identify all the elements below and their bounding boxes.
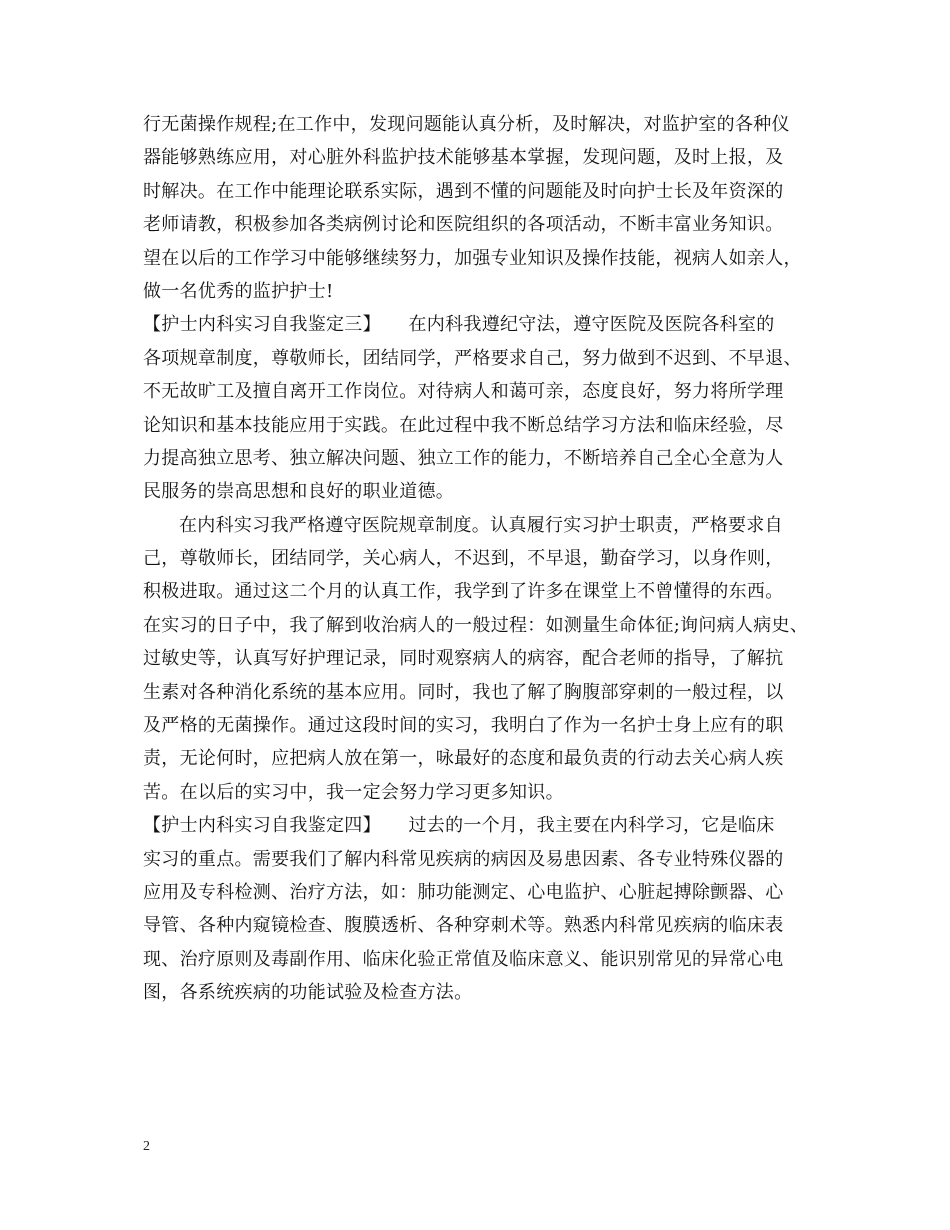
text-line: 时解决。在工作中能理论联系实际，遇到不懂的问题能及时向护士长及年资深的 [143, 180, 784, 202]
text-line: 导管、各种内窥镜检查、腹膜透析、各种穿刺术等。熟悉内科常见疾病的临床表 [143, 915, 784, 937]
section-heading-line: 【护士内科实习自我鉴定四】 过去的一个月，我主要在内科学习，它是临床 [143, 815, 775, 837]
text-line: 积极进取。通过这二个月的认真工作，我学到了许多在课堂上不曾懂得的东西。 [143, 581, 784, 603]
paragraph-start-line: 在内科实习我严格遵守医院规章制度。认真履行实习护士职责，严格要求自 [179, 514, 783, 536]
text-line: 应用及专科检测、治疗方法，如：肺功能测定、心电监护、心脏起搏除颤器、心 [143, 881, 784, 903]
section-heading-line: 【护士内科实习自我鉴定三】 在内科我遵纪守法，遵守医院及医院各科室的 [143, 314, 775, 336]
text-line: 器能够熟练应用，对心脏外科监护技术能够基本掌握，发现问题，及时上报，及 [143, 147, 784, 169]
text-line: 责，无论何时，应把病人放在第一，咏最好的态度和最负责的行动去关心病人疾 [143, 748, 784, 770]
text-line: 民服务的崇高思想和良好的职业道德。 [143, 481, 455, 503]
text-line: 及严格的无菌操作。通过这段时间的实习，我明白了作为一名护士身上应有的职 [143, 715, 784, 737]
page-number: 2 [143, 1139, 150, 1154]
text-line: 在实习的日子中，我了解到收治病人的一般过程：如测量生命体征;询问病人病史、 [143, 614, 809, 636]
text-line: 力提高独立思考、独立解决问题、独立工作的能力，不断培养自己全心全意为人 [143, 447, 784, 469]
text-line: 各项规章制度，尊敬师长，团结同学，严格要求自己，努力做到不迟到、不早退、 [143, 347, 802, 369]
text-line: 不无故旷工及擅自离开工作岗位。对待病人和蔼可亲，态度良好，努力将所学理 [143, 381, 784, 403]
text-line: 论知识和基本技能应用于实践。在此过程中我不断总结学习方法和临床经验，尽 [143, 414, 784, 436]
text-line: 现、治疗原则及毒副作用、临床化验正常值及临床意义、能识别常见的异常心电 [143, 948, 784, 970]
body-text [143, 108, 828, 1010]
text-line: 望在以后的工作学习中能够继续努力，加强专业知识及操作技能，视病人如亲人， [143, 247, 802, 269]
text-line: 过敏史等，认真写好护理记录，同时观察病人的病容，配合老师的指导，了解抗 [143, 648, 784, 670]
text-line: 苦。在以后的实习中，我一定会努力学习更多知识。 [143, 781, 564, 803]
text-line: 做一名优秀的监护护士! [143, 280, 334, 302]
text-line: 图，各系统疾病的功能试验及检查方法。 [143, 982, 473, 1004]
text-line: 行无菌操作规程;在工作中，发现问题能认真分析，及时解决，对监护室的各种仪 [143, 114, 790, 135]
text-line: 老师请教，积极参加各类病例讨论和医院组织的各项活动，不断丰富业务知识。 [143, 214, 784, 236]
text-line: 己，尊敬师长，团结同学，关心病人，不迟到，不早退，勤奋学习，以身作则， [143, 548, 784, 570]
text-line: 生素对各种消化系统的基本应用。同时，我也了解了胸腹部穿刺的一般过程，以 [143, 681, 784, 703]
text-line: 实习的重点。需要我们了解内科常见疾病的病因及易患因素、各专业特殊仪器的 [143, 848, 784, 870]
